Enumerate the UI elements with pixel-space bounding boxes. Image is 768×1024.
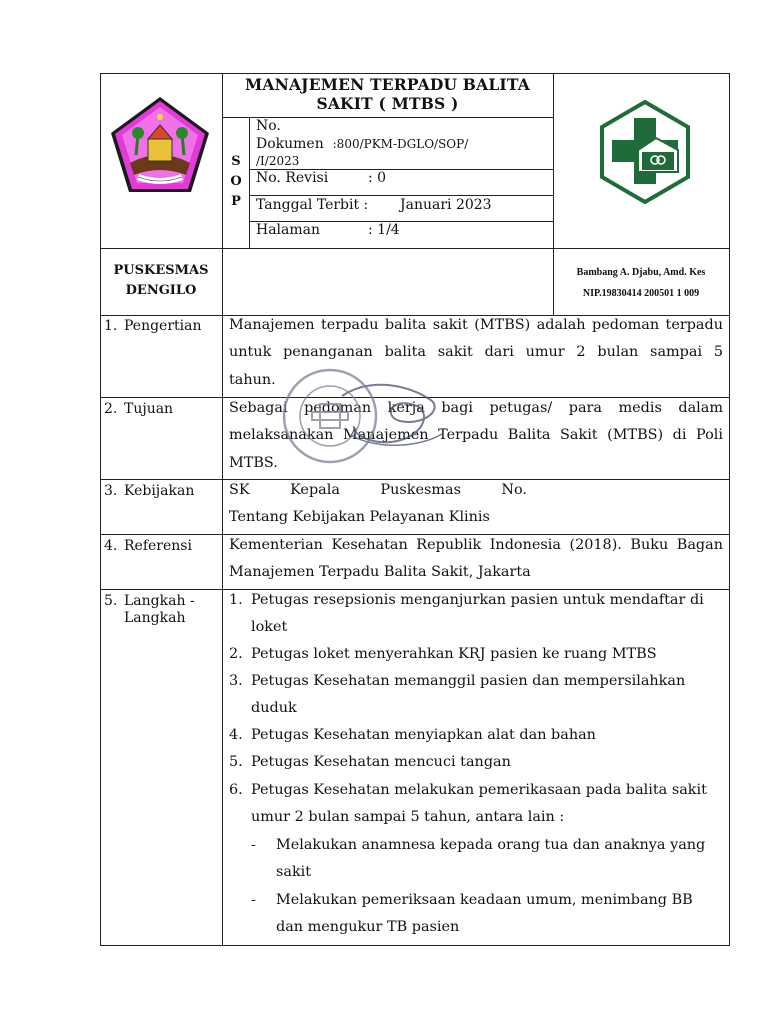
divider [249,195,553,196]
doc-number-label-2: Dokumen :800/PKM-DGLO/SOP/ [256,136,469,152]
section-label-kebijakan: Kebijakan [124,483,195,499]
section-body-tujuan: Sebagai pedoman kerja bagi petugas/ para medis dalam melaksanakan Manajemen Terpadu Balita Sakit (MTBS) di Poli MTBS. [229,400,723,471]
document-title: MANAJEMEN TERPADU BALITA SAKIT ( MTBS ) [245,75,530,113]
doc-number-value-2: /I/2023 [256,154,300,168]
section-label-pengertian: Pengertian [124,318,202,334]
section-label-langkah: Langkah - Langkah [124,593,195,626]
section-body-kebijakan: SK Kepala Puskesmas No. [229,482,527,498]
issue-date-value: Januari 2023 [400,197,492,213]
issue-date-label: Tanggal Terbit : [256,197,369,213]
regency-emblem-icon [108,95,212,195]
divider [553,73,554,248]
section-number: 1. [104,318,118,334]
section-number: 2. [104,401,118,417]
divider [100,248,730,249]
section-number: 3. [104,483,118,499]
signer-name: Bambang A. Djabu, Amd. Kes [576,267,706,278]
sop-label: S O P [230,154,242,209]
section-number: 5. [104,593,118,609]
section-number: 4. [104,538,118,554]
doc-number-label-1: No. [256,118,281,134]
divider [222,73,223,946]
page-value: : 1/4 [368,222,400,238]
organization-name: PUSKESMAS DENGILO [113,263,209,298]
divider [553,248,554,315]
section-body-referensi: Kementerian Kesehatan Republik Indonesia (2018). Buku Bagan Manajemen Terpadu Balita Sakit, Jakarta [229,537,723,581]
doc-number-value: :800/PKM-DGLO/SOP/ [332,137,469,151]
divider [249,117,250,248]
revision-value: : 0 [368,170,387,186]
sop-document: MANAJEMEN TERPADU BALITA SAKIT ( MTBS ) S O P No. Dokumen :800/PKM-DGLO/SOP/ /I/2023 No. Revisi : 0 Tanggal Terbit : Januari 2023 Halaman : 1/4 PUSKESMAS DENGILO Bambang A. Djabu, Amd. Kes NIP.19830414 200501 1 009 1. Pengertian Manajemen terpadu balita sakit (MTBS) adalah pedoman terpadu untuk penanganan balita sakit dari umur 2 bulan sampai 5 tahun. 2. Tujuan Sebagai pedoman kerja bagi petugas/ para medis dalam melaksanakan Manajemen Terpadu Balita Sakit (MTBS) di Poli MTBS. 3. Kebijakan SK Kepala Puskesmas No. Tentang Kebijakan Pelayanan Klinis 4. Referensi Kementerian Kesehatan Republik Indonesia (2018). Buku Bagan Manajemen Terpadu Balita Sakit, Jakarta 5. Langkah - Langkah 1. Petugas resepsionis menganjurkan pasien untuk mendaftar di loket 2. Petugas loket menyerahkan KRJ pasien ke ruang MTBS 3. Petugas Kesehatan memanggil pasien dan mempersilahkan duduk 4. Petugas Kesehatan menyiapkan alat dan bahan 5. Petugas Kesehatan mencuci tangan 6. Petugas Kesehatan melakukan pemerikasaan pada balita sakit umur 2 bulan sampai 5 tahun, antara lain : - Melakukan anamnesa kepada orang tua dan anaknya yang sakit - Melakukan pemeriksaan keadaan umum, menimbang BB dan mengukur TB pasien [0,0,768,1024]
section-body-pengertian: Manajemen terpadu balita sakit (MTBS) adalah pedoman terpadu untuk penanganan balita sakit dari umur 2 bulan sampai 5 tahun. [229,317,723,388]
signer-nip: NIP.19830414 200501 1 009 [582,288,700,299]
section-label-tujuan: Tujuan [124,401,174,417]
revision-label: No. Revisi [256,170,329,186]
official-stamp-icon [282,366,447,468]
section-label-referensi: Referensi [124,538,192,554]
signer-block [555,262,727,304]
section-body-kebijakan-2: Tentang Kebijakan Pelayanan Klinis [229,509,490,525]
puskesmas-cross-logo-icon [598,100,692,204]
page-label: Halaman [256,222,321,238]
